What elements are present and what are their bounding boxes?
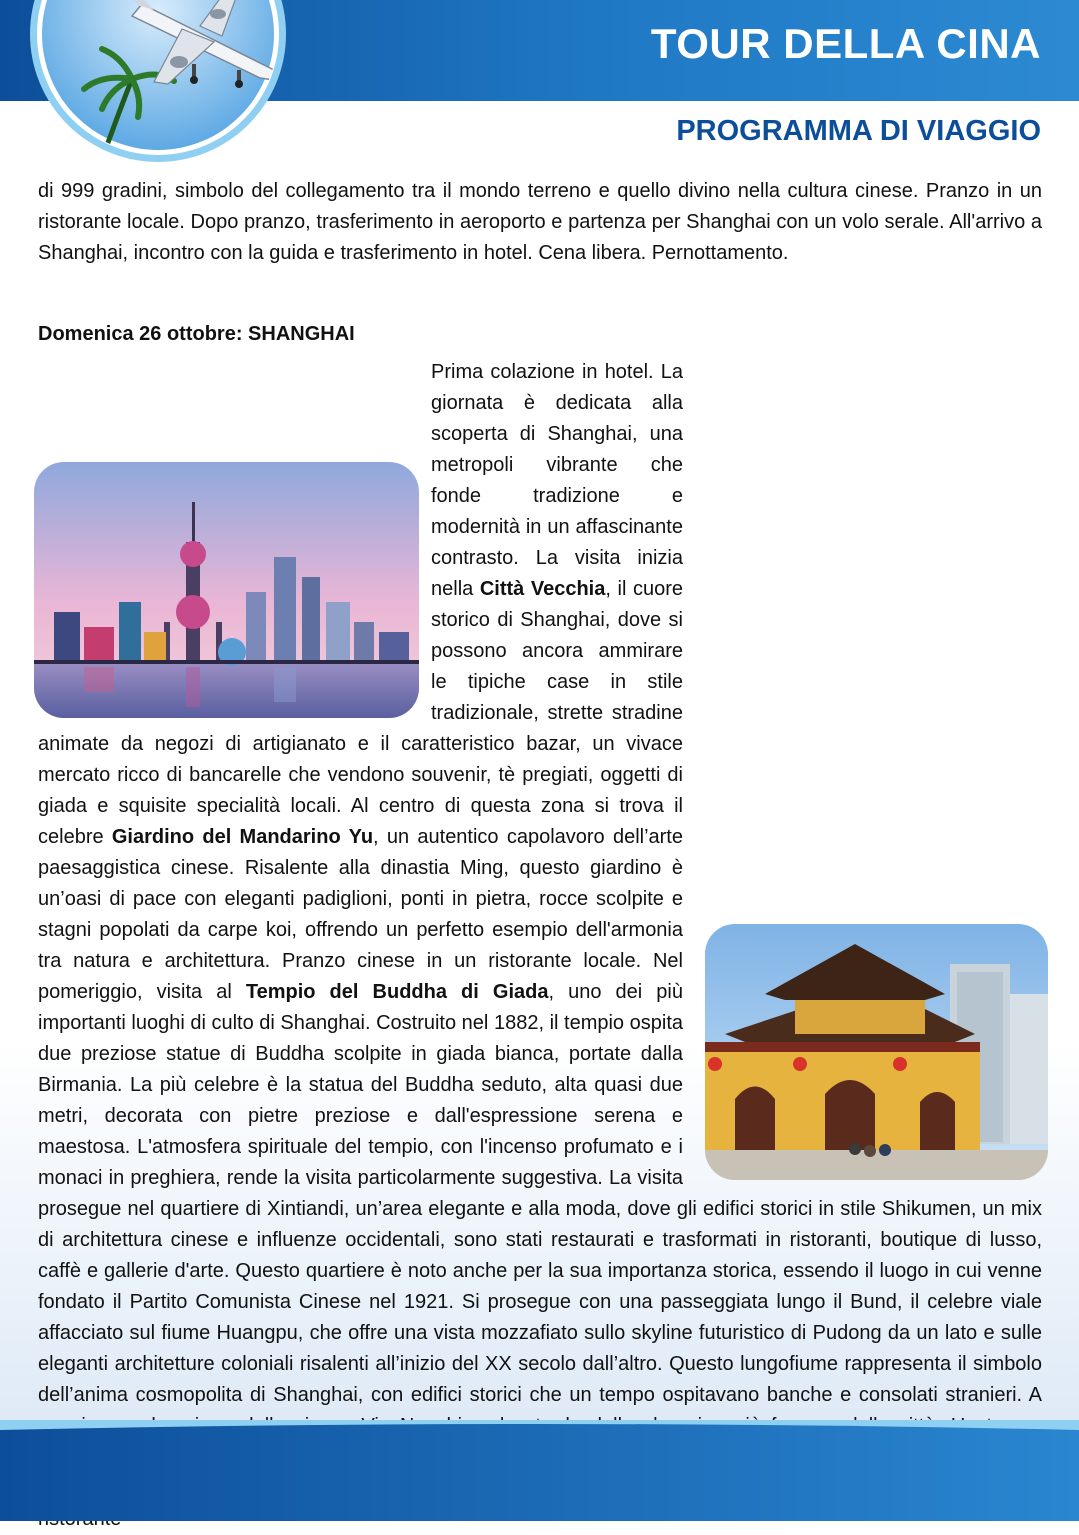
text-run-c: , un autentico capolavoro dell’arte paesaggistica cinese. Risalente alla dinastia Ming, questo giardino è un’oasi di pace con eleganti padiglioni, ponti in pietra, rocce scolpite e stagni popolati da carpe koi, offrendo un perfetto esempio dell'armonia tra natura e architettura. Pranzo cinese in un ristorante locale. Nel pomeriggio, visita al	[38, 826, 683, 1003]
jade-buddha-temple-photo	[705, 924, 1048, 1180]
intro-text: di 999 gradini, simbolo del collegamento tra il mondo terreno e quello divino nella cultura cinese. Pranzo in un ristorante locale. Dopo pranzo, trasferimento in aeroporto e partenza per Shanghai con un volo serale. All'arrivo a Shanghai, incontro con la guida e trasferimento in hotel. Cena libera. Pernottamento.	[38, 180, 1042, 264]
page-subtitle: PROGRAMMA DI VIAGGIO	[676, 115, 1041, 147]
page-title: TOUR DELLA CINA	[650, 20, 1041, 67]
text-run-b: , il cuore storico di Shanghai, dove si possono ancora ammirare le tipiche case in stile tradizionale, strette stradine animate da negozi di artigianato e il caratteristico bazar, un vivace mercato ricco di bancarelle che vendono souvenir, tè pregiati, oggetti di giada e squisite specialità locali. Al centro di questa zona si trova il celebre	[38, 578, 683, 848]
shanghai-skyline-photo	[34, 462, 419, 718]
airplane-logo	[22, 0, 294, 166]
text-run-a: Prima colazione in hotel. La giornata è dedicata alla scoperta di Shanghai, una metropoli vibrante che fonde tradizione e modernità in un affascinante contrasto. La visita inizia nella	[431, 361, 683, 600]
day-heading-text: Domenica 26 ottobre: SHANGHAI	[38, 323, 355, 345]
footer-wave	[0, 1420, 1079, 1521]
text-run-d: , uno dei più importanti luoghi di culto di Shanghai. Costruito nel 1882, il tempio ospita due preziose statue di Buddha scolpite in giada bianca, portate dalla Birmania. La più celebre è la statua del Buddha seduto, alta quasi due metri, decorata con pietre preziose e dall'espressione serena e maestosa. L'atmosfera spirituale del tempio, con l'incenso profumato e i monaci in preghiera, rende la visita particolarmente suggestiva. La visita prosegue nel quartiere di Xintiandi, un’area elegante e alla moda, dove gli edifici storici in stile Shikumen, un mix di architettura cinese e influenze occidentali, sono stati restaurati e trasformati in ristoranti, boutique di lusso, caffè e gallerie d'arte. Questo quartiere è noto anche per la sua importanza storica, essendo il luogo in cui venne fondato il Partito Comunista Cinese nel 1921. Si prosegue con una passeggiata lungo il Bund, il celebre viale affacciato sul fiume Huangpu, che offre una vista mozzafiato sullo skyline futuristico di Pudong da un lato e sulle eleganti architetture coloniali risalenti all’inizio del XX secolo dall’altro. Questo lungofiume rappresenta il simbolo dell’anima cosmopolita di Shanghai, con edifici storici che un tempo ospitavano banche e consolati stranieri. A	[38, 981, 1042, 1406]
highlight-citta-vecchia: Città Vecchia	[479, 578, 606, 600]
highlight-giardino-yu: Giardino del Mandarino Yu	[111, 826, 374, 848]
highlight-tempio-buddha: Tempio del Buddha di Giada	[245, 981, 549, 1003]
day-heading	[38, 319, 1042, 350]
intro-paragraph	[38, 176, 1042, 269]
